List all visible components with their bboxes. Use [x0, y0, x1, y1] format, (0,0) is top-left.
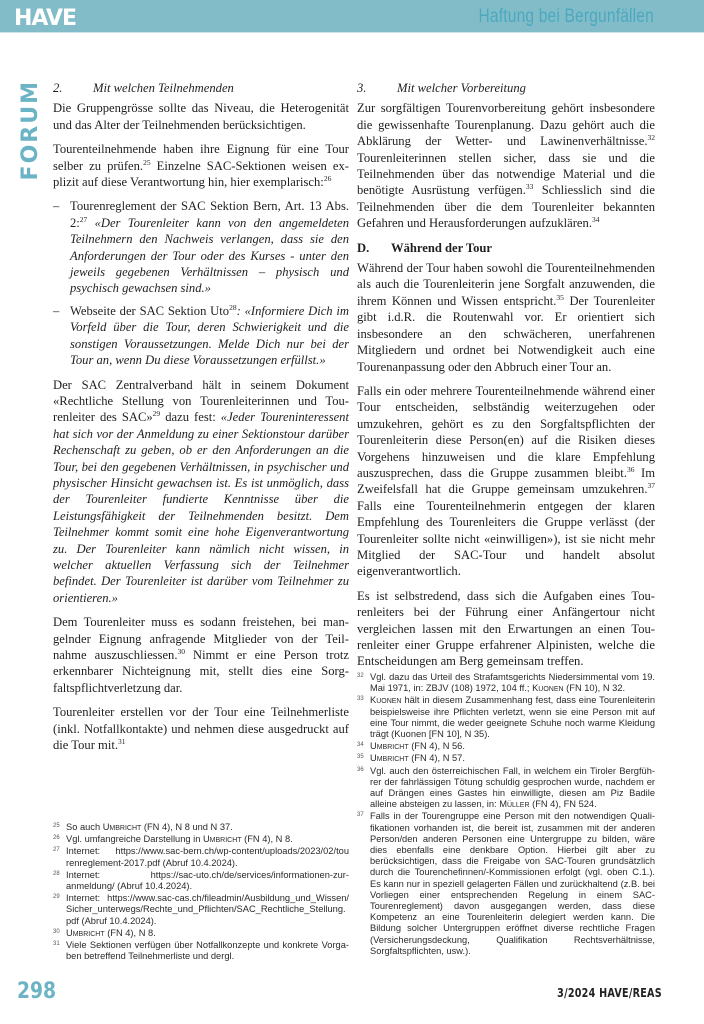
- link-text[interactable]: Internet: https://www.sac-bern.ch/wp-content/uploads/2023/02/tou renreglement-2017.pdf (Abruf 10.4.2024).: [66, 846, 349, 868]
- have-logo: HAVE: [14, 6, 76, 31]
- text: Tourenreglement der SAC Sektion Bern, Art. 13 Abs. 2:: [70, 199, 349, 230]
- text: Falls ein oder mehrere Tourenteilnehmende während einer Tour entscheiden, selbständig weiterzugehen oder umzukehren, gehört es zu den Sorgfaltspflichten der Tourenleiterin diese Person(en) auf die Risiken dieses Vorgehens hinzuweisen und die klare Empfehlung auszusprechen, dass die Gruppe zusammen bleibt.: [357, 383, 655, 480]
- page-header: [0, 0, 704, 33]
- footnote-number: 28: [53, 870, 60, 877]
- section-heading: [357, 240, 655, 256]
- text: (FN 4), N 57.: [408, 753, 465, 764]
- footnote: [357, 753, 655, 764]
- text: Vgl. dazu das Urteil des Strafamtsgerichts Niedersimmental vom 19. Mai 1971, in: ZBJV (108) 1972, 104 ff.;: [370, 672, 655, 694]
- text: hält in diesem Zusammenhang fest, dass eine Tourenleiterin beispielsweise ihre Pflichten verletzt, wenn sie eine Person mit auf eine Tour nimmt, die weder geeignete Schuhe noch warme Kleidung trägt (Kuonen [FN 10], N 35).: [370, 695, 655, 740]
- text: Viele Sektionen verfügen über Notfallkonzepte und konkrete Vorgaben betreffend Teilnehmerliste und dergl.: [66, 940, 349, 962]
- section-title: Während der Tour: [391, 240, 493, 255]
- right-column: [357, 80, 655, 678]
- link-text[interactable]: Internet: https://sac-uto.ch/de/services/informationen-zur-anmeldung/ (Abruf 10.4.2024).: [66, 869, 349, 892]
- quote: «Der Tourenleiter kann von den angemeldeten Teilnehmern den Nachweis verlangen, dass sie den Anforderungen der Tour oder des Kurses - unter den jeweils gegebenen Verhältnissen – physisch und psychisch gewachsen sind.»: [70, 215, 349, 296]
- list-item: [53, 198, 349, 296]
- paragraph: [53, 704, 349, 753]
- footnote-number: 30: [53, 928, 60, 935]
- list-item: [53, 303, 349, 369]
- footnote-number: 31: [53, 941, 60, 948]
- section-number: D.: [357, 240, 370, 255]
- text: Der SAC Zentralverband hält in seinem Dokument «Rechtliche Stellung von Tourenleiterinnen und Tourenleiter des SAC»: [53, 377, 349, 425]
- text: (FN 10), N 32.: [563, 683, 626, 694]
- dash-list: [53, 198, 349, 368]
- text: (FN 4), N 8 und N 37.: [141, 822, 233, 832]
- quote: : «Informiere Dich im Vorfeld über die Tour, deren Schwierigkeit und die sonstigen Voraussetzungen. Melde Dich nur bei der Tour an, wenn Du diese Voraussetzungen erfüllst.»: [70, 303, 349, 368]
- subheading: [357, 80, 655, 96]
- footnote-ref[interactable]: 35: [556, 292, 564, 302]
- footnote-ref[interactable]: 31: [118, 736, 126, 746]
- footnotes-right: [357, 672, 655, 958]
- footnote-ref[interactable]: 26: [323, 173, 332, 183]
- author: Umbricht: [370, 753, 409, 764]
- footnote-number: 35: [357, 754, 364, 761]
- footnote-ref[interactable]: 28: [229, 302, 237, 312]
- footnote: [357, 672, 655, 694]
- paragraph: [357, 383, 655, 580]
- paragraph: [53, 377, 349, 607]
- header-divider: [0, 32, 704, 33]
- author: Umbricht: [66, 927, 105, 938]
- text: Nimmt er eine Person trotz erkennbarer Nichteignung mit, stellt dies eine Sorgfaltspflichtverletzung dar.: [53, 648, 349, 695]
- author: Müller: [499, 799, 530, 810]
- paragraph: [53, 614, 349, 696]
- author: Kuonen: [370, 695, 402, 706]
- author: Umbricht: [370, 741, 409, 752]
- text: Vgl. auch den österreichischen Fall, in welchem ein Tiroler Bergführer der fahrlässigen Tötung schuldig gesprochen wurde, nachdem er auf Drängen eines Gastes hin einwilligte, diesen am Piz Badile alleine absteigen zu lassen, in:: [370, 765, 655, 810]
- footnotes-left: [53, 822, 349, 963]
- quote: «Jeder Toureninteressent hat sich vor der Anmeldung zu einer Sektionstour darüber Rechenschaft zu geben, ob er den Anforderungen an die Tour, bei den gegebenen Verhältnissen, in psychischer und physischer Hinsicht gewachsen ist. Es ist unmöglich, dass der Tourenleiter fundierte Kenntnisse über die Leistungsfähigkeit der Teilnehmenden besitzt. Dem Teilnehmer kommt somit eine hohe Eigenverantwortung zu. Der Tourenleiter kann nämlich nicht wissen, in welcher aktuellen Verfassung sich der Teilnehmer befindet. Der Tourenleiter ist darüber vom Teilnehmer zu orientieren.»: [53, 410, 349, 605]
- text: Tourenleiter erstellen vor der Tour eine Teilnehmerliste (inkl. Notfallkontakte) und nehmen diese ausgedruckt auf die Tour mit.: [53, 705, 349, 753]
- footnote: [357, 811, 655, 957]
- footnote-ref[interactable]: 32: [647, 133, 655, 143]
- footnote: [357, 741, 655, 752]
- text: Webseite der SAC Sektion Uto: [70, 303, 230, 318]
- footnote-number: 37: [357, 812, 364, 819]
- text: Vgl. umfangreiche Darstellung in: [66, 834, 203, 845]
- footnote-ref[interactable]: 37: [647, 481, 655, 491]
- footnote-number: 29: [53, 894, 60, 901]
- text: Einzelne SAC-Sektionen weisen explizit auf diese Verantwortung hin, hier exemplarisch:: [53, 158, 349, 190]
- text: (FN 4), N 56.: [408, 741, 465, 752]
- paragraph: [357, 260, 655, 375]
- footnote-number: 36: [357, 766, 364, 773]
- subheading-number: 3.: [357, 81, 367, 95]
- text: Zur sorgfältigen Tourenvorbereitung gehört insbesondere die gewissenhafte Tourenplanung. Dazu gehört auch die Abklärung der Wetter- und Lawinenverhältnisse.: [357, 101, 655, 149]
- text: So auch: [66, 822, 103, 832]
- text: Tourenteilnehmende haben ihre Eignung für eine Tour selber zu prüfen.: [53, 142, 349, 173]
- text: (FN 4), N 8.: [104, 927, 156, 938]
- paragraph: [53, 141, 349, 190]
- text: Dem Tourenleiter muss es sodann freistehen, bei mangelnder Eignung anfragende Mitglieder von der Teilnahme auszuschliessen.: [53, 615, 349, 662]
- footnote: [53, 834, 349, 845]
- text: Der Tourenleiter gibt i.d.R. die Routenwahl vor. Er orientiert sich insbesondere an den schwächeren, unerfahrenen Mitgliedern und ordnet bei Notwendigkeit auch eine Tourenanpassung oder den Abbruch einer Tour an.: [357, 293, 655, 374]
- text: Falls in der Tourengruppe eine Person mit den notwendigen Qualifikationen vorhanden ist, die bereit ist, zusammen mit der anderen Person/den anderen Personen eine Untergruppe zu bilden, wäre dies ebenfalls eine denkbare Option. Hierbei gilt aber zu berücksichtigen, dass die Freigabe von SAC-Touren grundsätzlich durch die Tourenchefinnen/-Kommissionen erfolgt (vgl. oben C.1.). Es kann nur in speziell gelagerten Fällen und zurückhaltend (z.B. bei Vorliegen einer entsprechenden Regelung in einem SAC-Tourenreglement) davon ausgegangen werden, dass diese Kompetenz an eine Tourenleiterin delegiert werden kann. Die Bildung solcher Untergruppen eröffnet diverse rechtliche Fragen (Versicherungsdeckung, Qualifikation Rechtsverhältnisse, Sorgfaltspflichten, usw.).: [370, 811, 655, 956]
- text: Tourenleiterinnen stellen sicher, dass sie und die Teilnehmenden über das notwendige Material und die benötigte Ausrüstung verfügen.: [357, 150, 655, 198]
- footnote: [53, 893, 349, 927]
- footnote-number: 34: [357, 742, 364, 749]
- link-text[interactable]: Internet: https://www.sac-cas.ch/fileadmin/Ausbildung_und_Wissen/ Sicher_unterwegs/Rechte_und_Pflichten/SAC_Rechtliche_Stellung. pdf (Abruf 10.4.2024).: [66, 893, 349, 926]
- text: Falls eine Tourenteilnehmerin entgegen der klaren Empfehlung des Tourenleiters die Gruppe verlässt (der Tourenleiter sollte nicht «einwilligen»), ist sie nicht mehr Mitglied der SAC-Tour und handelt absolut eigenverantwortlich.: [357, 498, 655, 579]
- text: (FN 4), N 8.: [241, 834, 293, 845]
- footnote: [357, 695, 655, 740]
- subheading: [53, 80, 349, 96]
- footnote-number: 27: [53, 847, 60, 854]
- footnote-ref[interactable]: 27: [79, 214, 88, 224]
- subheading-title: Mit welcher Vorbereitung: [397, 81, 526, 95]
- text: (FN 4), FN 524.: [529, 799, 597, 810]
- footnote: [53, 822, 349, 833]
- footnote-ref[interactable]: 33: [525, 182, 534, 192]
- running-title: Haftung bei Bergunfällen: [478, 6, 654, 27]
- page-number: 298: [17, 979, 57, 1004]
- text: Während der Tour haben sowohl die Tourenteilnehmenden als auch die Tourenleiterin jene Sorgfalt anzuwenden, die ihrem Können und Wissen entspricht.: [357, 261, 655, 308]
- footnote-number: 26: [53, 835, 60, 842]
- section-label-forum: FORUM: [18, 80, 43, 181]
- left-column: [53, 80, 349, 761]
- text: dazu fest:: [160, 410, 221, 425]
- subheading-title: Mit welchen Teilnehmenden: [93, 81, 234, 95]
- footnote-ref[interactable]: 36: [626, 464, 635, 474]
- footnote: [357, 766, 655, 811]
- footnote-ref[interactable]: 29: [152, 409, 161, 419]
- footnote: [53, 846, 349, 868]
- footnote-ref[interactable]: 25: [143, 157, 151, 167]
- text: Im Zweifelsfall hat die Gruppe gemeinsam umzukehren.: [357, 465, 655, 497]
- paragraph: [357, 100, 655, 231]
- subheading-number: 2.: [53, 81, 63, 95]
- footnote: [53, 928, 349, 939]
- author: Kuonen: [532, 683, 564, 694]
- text: Schliesslich sind die Teilnehmenden über die dem Tourenleiter bekannten Gefahren und Herausforderungen aufzuklären.: [357, 183, 655, 231]
- footnote-ref[interactable]: 34: [591, 215, 600, 225]
- footnote-ref[interactable]: 30: [177, 646, 185, 656]
- paragraph: Die Gruppengrösse sollte das Niveau, die Heterogenität und das Alter der Teilnehmenden berücksichtigen.: [53, 101, 349, 132]
- footnote-number: 33: [357, 696, 364, 703]
- footnote-number: 25: [53, 823, 60, 829]
- footnote-number: 32: [357, 673, 364, 679]
- author: Umbricht: [102, 822, 142, 832]
- journal-issue: 3/2024 HAVE/REAS: [557, 986, 662, 1000]
- author: Umbricht: [202, 834, 242, 845]
- paragraph: Es ist selbstredend, dass sich die Aufgaben eines Tourenleiters bei der Führung einer Anfängertour nicht vergleichen lassen mit den Erwartungen an einen Tourenleiter einer Gruppe erfahrener Alpinisten, welche die Entscheidungen am Berg gemeinsam treffen.: [357, 588, 655, 669]
- footnote: [53, 940, 349, 962]
- footnote: [53, 870, 349, 892]
